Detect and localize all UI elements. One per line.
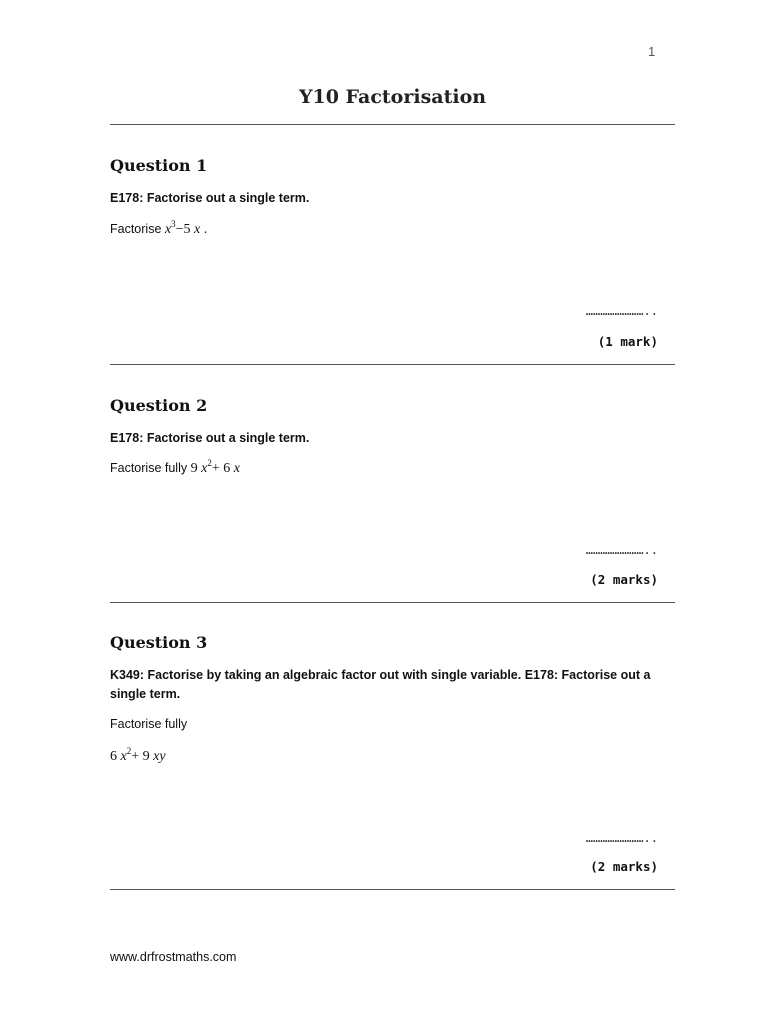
divider <box>110 889 675 890</box>
question-objective: K349: Factorise by taking an algebraic factor out with single variable. E178: Factorise out a single term. <box>110 668 651 701</box>
math-variable: xy <box>153 749 166 764</box>
answer-line[interactable]: …………………….. <box>585 543 658 557</box>
math-expression <box>164 219 208 237</box>
page-number: 1 <box>648 44 656 59</box>
divider <box>110 124 675 125</box>
instruction-text: Factorise <box>110 222 162 236</box>
math-variable: x <box>201 461 208 476</box>
math-operator: −5 <box>175 222 191 237</box>
question-heading: Question 3 <box>110 633 208 652</box>
question-instruction: Factorise fully <box>110 717 188 731</box>
question-heading: Question 1 <box>110 156 208 175</box>
answer-line[interactable]: …………………….. <box>585 304 658 318</box>
footer-url: www.drfrostmaths.com <box>110 950 237 964</box>
math-coefficient: 9 <box>190 461 198 476</box>
marks-label: (1 mark) <box>597 334 658 349</box>
marks-label: (2 marks) <box>590 859 658 874</box>
question-objective: E178: Factorise out a single term. <box>110 431 310 445</box>
math-operator: + 6 <box>211 461 231 476</box>
instruction-text: Factorise fully <box>110 461 188 475</box>
math-variable: x <box>120 749 127 764</box>
question-instruction <box>110 458 240 477</box>
marks-label: (2 marks) <box>590 572 658 587</box>
math-operator: + 9 <box>131 749 150 764</box>
math-variable: x <box>233 461 240 476</box>
math-variable: x <box>194 222 201 237</box>
math-variable: x <box>164 222 172 237</box>
question-objective: E178: Factorise out a single term. <box>110 191 310 205</box>
math-coefficient: 6 <box>110 749 117 764</box>
math-exponent: 2 <box>126 746 132 756</box>
divider <box>110 364 675 365</box>
math-exponent: 3 <box>171 219 176 229</box>
math-exponent: 2 <box>207 458 212 468</box>
math-expression <box>190 458 240 476</box>
divider <box>110 602 675 603</box>
answer-line[interactable]: …………………….. <box>585 831 658 845</box>
question-instruction <box>110 219 208 238</box>
question-heading: Question 2 <box>110 396 208 415</box>
document-title: Y10 Factorisation <box>298 86 487 108</box>
math-punctuation: . <box>203 222 208 237</box>
math-expression <box>110 746 166 765</box>
